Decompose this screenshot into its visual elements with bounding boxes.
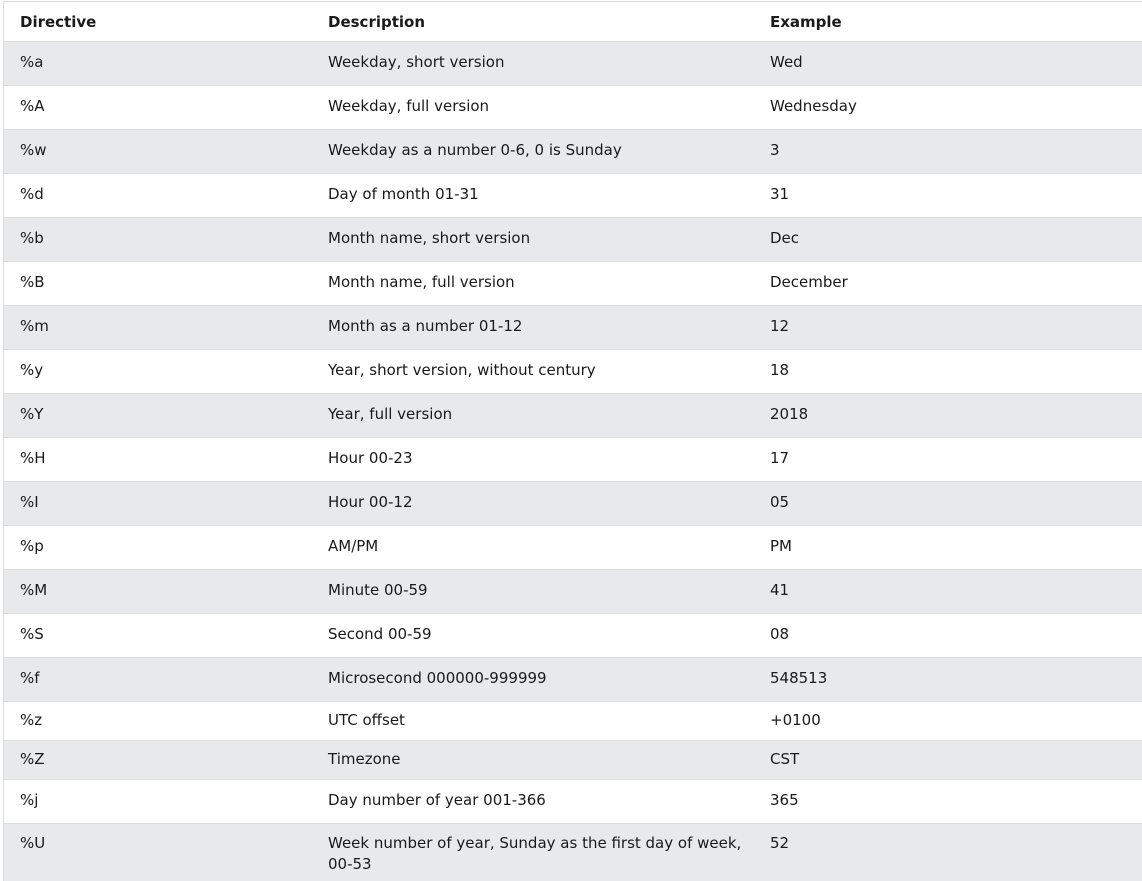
description-cell: AM/PM [328, 536, 379, 555]
table-row [4, 349, 1142, 393]
directive-cell: %f [20, 668, 40, 687]
description-cell: Day of month 01-31 [328, 184, 479, 203]
directive-cell: %Y [20, 404, 44, 423]
table-row [4, 393, 1142, 437]
description-cell: Hour 00-12 [328, 492, 413, 511]
column-header-directive: Directive [20, 13, 97, 31]
table-row [4, 701, 1142, 740]
description-cell: Day number of year 001-366 [328, 790, 546, 809]
example-cell: 3 [770, 140, 780, 159]
directive-cell: %y [20, 360, 44, 379]
table-row [4, 41, 1142, 85]
table-header-row [4, 2, 1142, 41]
table-row [4, 173, 1142, 217]
description-cell: Microsecond 000000-999999 [328, 668, 547, 687]
example-cell: 05 [770, 492, 790, 511]
directive-cell: %A [20, 96, 45, 115]
example-cell: 2018 [770, 404, 809, 423]
directive-cell: %M [20, 580, 48, 599]
format-codes-table-container [3, 1, 1142, 881]
example-cell: Wednesday [770, 96, 857, 115]
directive-cell: %S [20, 624, 44, 643]
example-cell: 08 [770, 624, 790, 643]
description-cell: Weekday, full version [328, 96, 490, 115]
table-row [4, 525, 1142, 569]
description-cell: Month as a number 01-12 [328, 316, 523, 335]
directive-cell: %p [20, 536, 44, 555]
description-cell: Month name, full version [328, 272, 515, 291]
column-header-description: Description [328, 13, 426, 31]
example-cell: 31 [770, 184, 790, 203]
example-cell: PM [770, 536, 792, 555]
description-cell: Year, full version [328, 404, 453, 423]
description-cell: UTC offset [328, 710, 405, 729]
description-cell: Year, short version, without century [328, 360, 596, 379]
table-row [4, 740, 1142, 779]
table-row [4, 779, 1142, 823]
example-cell: 52 [770, 833, 790, 852]
directive-cell: %U [20, 833, 46, 852]
table-row [4, 569, 1142, 613]
description-cell: Second 00-59 [328, 624, 432, 643]
table-row [4, 823, 1142, 881]
example-cell: Dec [770, 228, 800, 247]
table-row [4, 305, 1142, 349]
directive-cell: %I [20, 492, 39, 511]
directive-cell: %b [20, 228, 44, 247]
example-cell: 365 [770, 790, 799, 809]
description-cell: Timezone [328, 749, 401, 768]
example-cell: 18 [770, 360, 790, 379]
table-row [4, 613, 1142, 657]
format-codes-table [4, 2, 1142, 881]
example-cell: +0100 [770, 710, 821, 729]
directive-cell: %m [20, 316, 49, 335]
example-cell: 12 [770, 316, 790, 335]
directive-cell: %w [20, 140, 47, 159]
description-cell: Hour 00-23 [328, 448, 413, 467]
example-cell: 41 [770, 580, 790, 599]
example-cell: 17 [770, 448, 790, 467]
table-row [4, 261, 1142, 305]
directive-cell: %z [20, 710, 43, 729]
directive-cell: %d [20, 184, 44, 203]
example-cell: 548513 [770, 668, 828, 687]
table-row [4, 129, 1142, 173]
description-cell: Minute 00-59 [328, 580, 428, 599]
table-row [4, 217, 1142, 261]
description-cell: Week number of year, Sunday as the first day of week, 00-53 [328, 833, 742, 873]
description-cell: Month name, short version [328, 228, 531, 247]
directive-cell: %B [20, 272, 45, 291]
description-cell: Weekday as a number 0-6, 0 is Sunday [328, 140, 622, 159]
table-row [4, 437, 1142, 481]
directive-cell: %Z [20, 749, 45, 768]
table-row [4, 481, 1142, 525]
column-header-example: Example [770, 13, 842, 31]
example-cell: December [770, 272, 848, 291]
directive-cell: %a [20, 52, 44, 71]
directive-cell: %H [20, 448, 46, 467]
table-row [4, 657, 1142, 701]
description-cell: Weekday, short version [328, 52, 505, 71]
example-cell: Wed [770, 52, 803, 71]
example-cell: CST [770, 749, 800, 768]
table-row [4, 85, 1142, 129]
directive-cell: %j [20, 790, 39, 809]
